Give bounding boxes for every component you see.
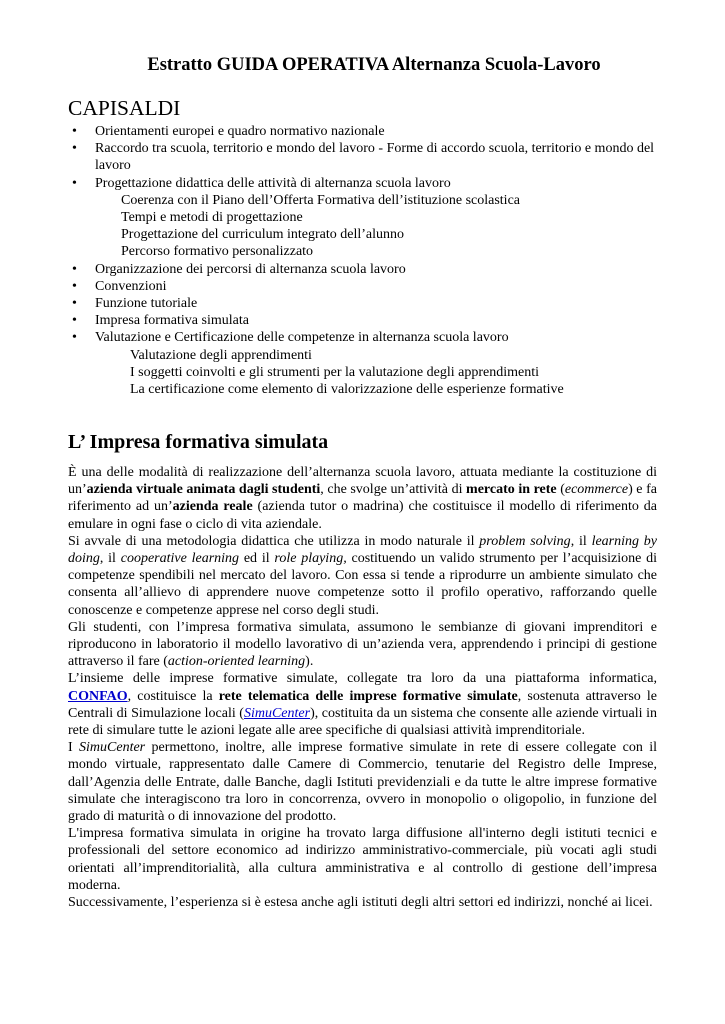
sub-item: Valutazione degli apprendimenti [130, 347, 312, 363]
list-item: • Funzione tutoriale [72, 296, 198, 312]
document-title: Estratto GUIDA OPERATIVA Alternanza Scuola-Lavoro [147, 55, 601, 75]
paragraph: Si avvale di una metodologia didattica che utilizza in modo naturale il problem solving, il learning by doing, il cooperative learning ed il role playing, costituendo un valido strumento per l’acquisizione di competenze spendibili nel mercato del lavoro. Con essa si tende a riprodurre un ambiente simulato che consenta all’allievo di apprendere nuove competenze sotto il profilo operativo, rafforzando quelle conoscenze e competenze apprese nel corso degli studi. [68, 533, 658, 618]
paragraph: Successivamente, l’esperienza si è estesa anche agli istituti degli altri settori ed indirizzi, nonché ai licei. [68, 895, 653, 911]
list-item: • Convenzioni [72, 278, 167, 294]
bullet-icon: • [72, 278, 77, 294]
confao-link[interactable]: CONFAO [68, 688, 128, 704]
bullet-icon: • [72, 330, 77, 346]
paragraph: I SimuCenter permettono, inoltre, alle imprese formative simulate in rete di essere collegate con il mondo virtuale, rappresentato dalle Camere di Commercio, tenutarie del Registro delle Imprese, dall’Agenzia delle Entrate, dalle Banche, dagli Istituti previdenziali e da tutte le altre imprese formative simulate che interagiscono tra loro in concorrenza, ovvero in monopolio o oligopolio, in funzione del grado di maturità o di innovazione del prodotto. [68, 740, 657, 825]
sub-item: I soggetti coinvolti e gli strumenti per la valutazione degli apprendimenti [130, 364, 540, 380]
sub-item: Progettazione del curriculum integrato dell’alunno [121, 227, 405, 243]
section-heading: L’ Impresa formativa simulata [68, 431, 329, 453]
sub-item: Percorso formativo personalizzato [121, 244, 314, 260]
paragraph: L’insieme delle imprese formative simulate, collegate tra loro da una piattaforma informatica, CONFAO, costituisce la rete telematica delle imprese formative simulate, sostenuta attraverso le Centrali di Simulazione locali (SimuCenter), costituita da un sistema che consente alle aziende virtuali in rete di simulare tutte le azioni legate alle aree specifiche di qualsiasi attività imprenditoriale. [68, 671, 658, 739]
sub-item: Coerenza con il Piano dell’Offerta Formativa dell’istituzione scolastica [121, 192, 520, 208]
bullet-icon: • [72, 296, 77, 312]
sub-item: Tempi e metodi di progettazione [121, 210, 303, 226]
capisaldi-list [68, 123, 668, 398]
list-item: • Valutazione e Certificazione delle competenze in alternanza scuola lavoro [72, 330, 509, 346]
bullet-icon: • [72, 141, 77, 157]
bullet-icon: • [72, 313, 77, 329]
list-item: • Raccordo tra scuola, territorio e mondo del lavoro - Forme di accordo scuola, territorio e mondo del lavoro [72, 141, 655, 174]
bullet-icon: • [72, 261, 77, 277]
paragraph: L'impresa formativa simulata in origine ha trovato larga diffusione all'interno degli istituti tecnici e professionali del settore economico ad indirizzo amministrativo-commerciale, più vocati agli studi orientati all’imprenditorialità, alla cultura amministrativa e al controllo di gestione dell’impresa moderna. [68, 826, 657, 893]
list-item: • Orientamenti europei e quadro normativo nazionale [72, 124, 385, 139]
list-item: • Impresa formativa simulata [72, 313, 249, 329]
list-item: • Progettazione didattica delle attività di alternanza scuola lavoro [72, 175, 451, 191]
paragraph: Gli studenti, con l’impresa formativa simulata, assumono le sembianze di giovani imprenditori e riproducono in laboratorio il modello lavorativo di un’azienda vera, apprendendo i principi di gestione attraverso il fare (action-oriented learning). [68, 619, 657, 670]
bullet-icon: • [72, 124, 77, 139]
list-item: • Organizzazione dei percorsi di alternanza scuola lavoro [72, 261, 406, 277]
simucenter-link[interactable]: SimuCenter [243, 705, 311, 721]
section-body [68, 464, 657, 911]
capisaldi-heading: CAPISALDI [68, 96, 181, 120]
sub-item: La certificazione come elemento di valorizzazione delle esperienze formative [130, 382, 564, 398]
bullet-icon: • [72, 175, 77, 191]
paragraph: È una delle modalità di realizzazione dell’alternanza scuola lavoro, attuata mediante la costituzione di un’azienda virtuale animata dagli studenti, che svolge un’attività di mercato in rete (ecommerce) e fa riferimento ad un’azienda reale (azienda tutor o madrina) che costituisce il modello di riferimento da emulare in ogni fase o ciclo di vita aziendale. [68, 465, 657, 532]
